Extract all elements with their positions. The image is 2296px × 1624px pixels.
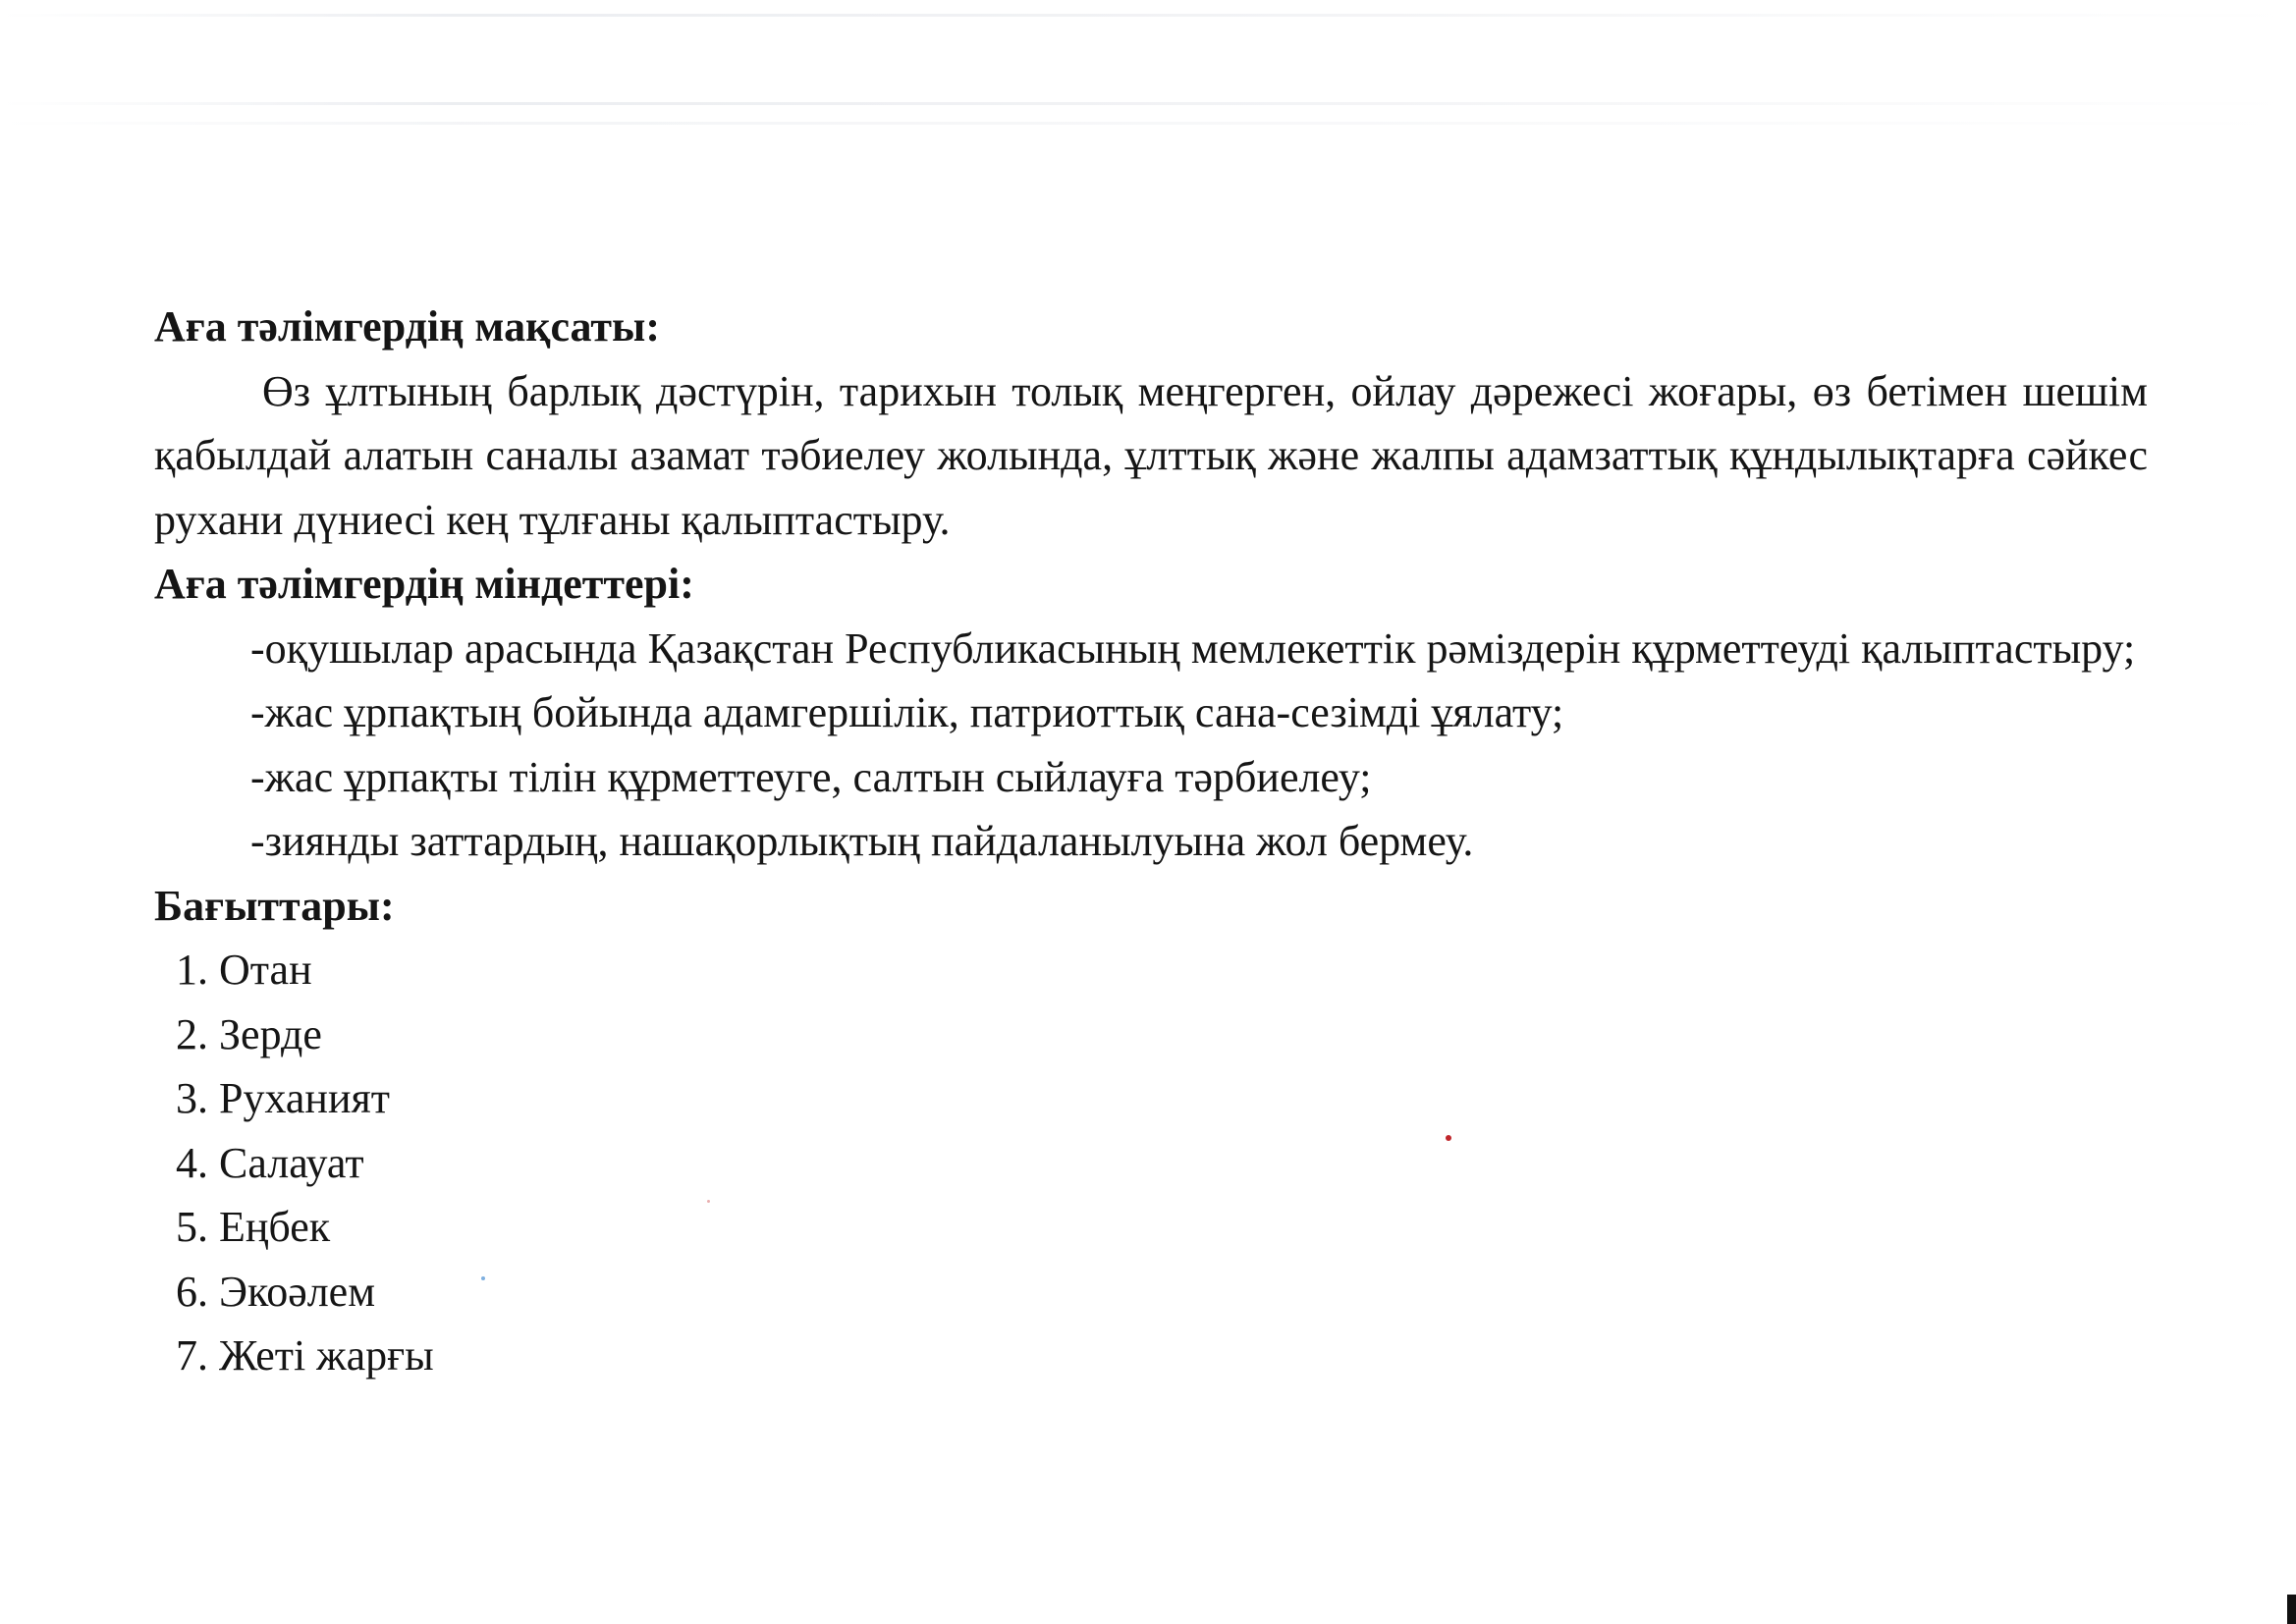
task-item: -жас ұрпақты тілін құрметтеуге, салтын сыйлауға тәрбиелеу; xyxy=(250,752,1372,801)
direction-item: 2. Зерде xyxy=(176,1009,322,1058)
direction-item: 5. Еңбек xyxy=(176,1203,331,1251)
direction-item: 3. Руханият xyxy=(176,1074,390,1122)
directions-list xyxy=(154,938,2148,1388)
task-item: -жас ұрпақтың бойында адамгершілік, патриоттық сана-сезімді ұялату; xyxy=(250,688,1564,736)
directions-heading: Бағыттары: xyxy=(154,881,395,930)
scan-artifact-line xyxy=(0,14,2296,17)
direction-item: 4. Салауат xyxy=(176,1138,364,1187)
goal-heading: Аға тәлімгердің мақсаты: xyxy=(154,302,661,351)
scan-artifact-line xyxy=(0,102,2296,105)
task-item: -зиянды заттардың, нашақорлықтың пайдаланылуына жол бермеу. xyxy=(250,817,1474,865)
task-item: -оқушылар арасында Қазақстан Республикасының мемлекеттік рәміздерін құрметтеуді қалыптастыру; xyxy=(250,623,2136,673)
direction-item: 7. Жеті жарғы xyxy=(176,1331,434,1380)
goal-text: Өз ұлтының барлық дәстүрін, тарихын толық меңгерген, ойлау дәрежесі жоғары, өз бетімен шешім қабылдай алатын саналы азамат тәбиелеу жолында, ұлттық және жалпы адамзаттық құндылықтарға сәйкес рухани дүниесі кең тұлғаны қалыптастыру. xyxy=(154,366,2148,544)
scan-artifact-line xyxy=(0,122,2296,125)
document-body xyxy=(154,295,2148,1388)
direction-item: 1. Отан xyxy=(176,946,312,994)
direction-item: 6. Экоәлем xyxy=(176,1267,376,1316)
scan-edge-mark xyxy=(2287,1595,2296,1624)
tasks-heading: Аға тәлімгердің міндеттері: xyxy=(154,560,694,608)
